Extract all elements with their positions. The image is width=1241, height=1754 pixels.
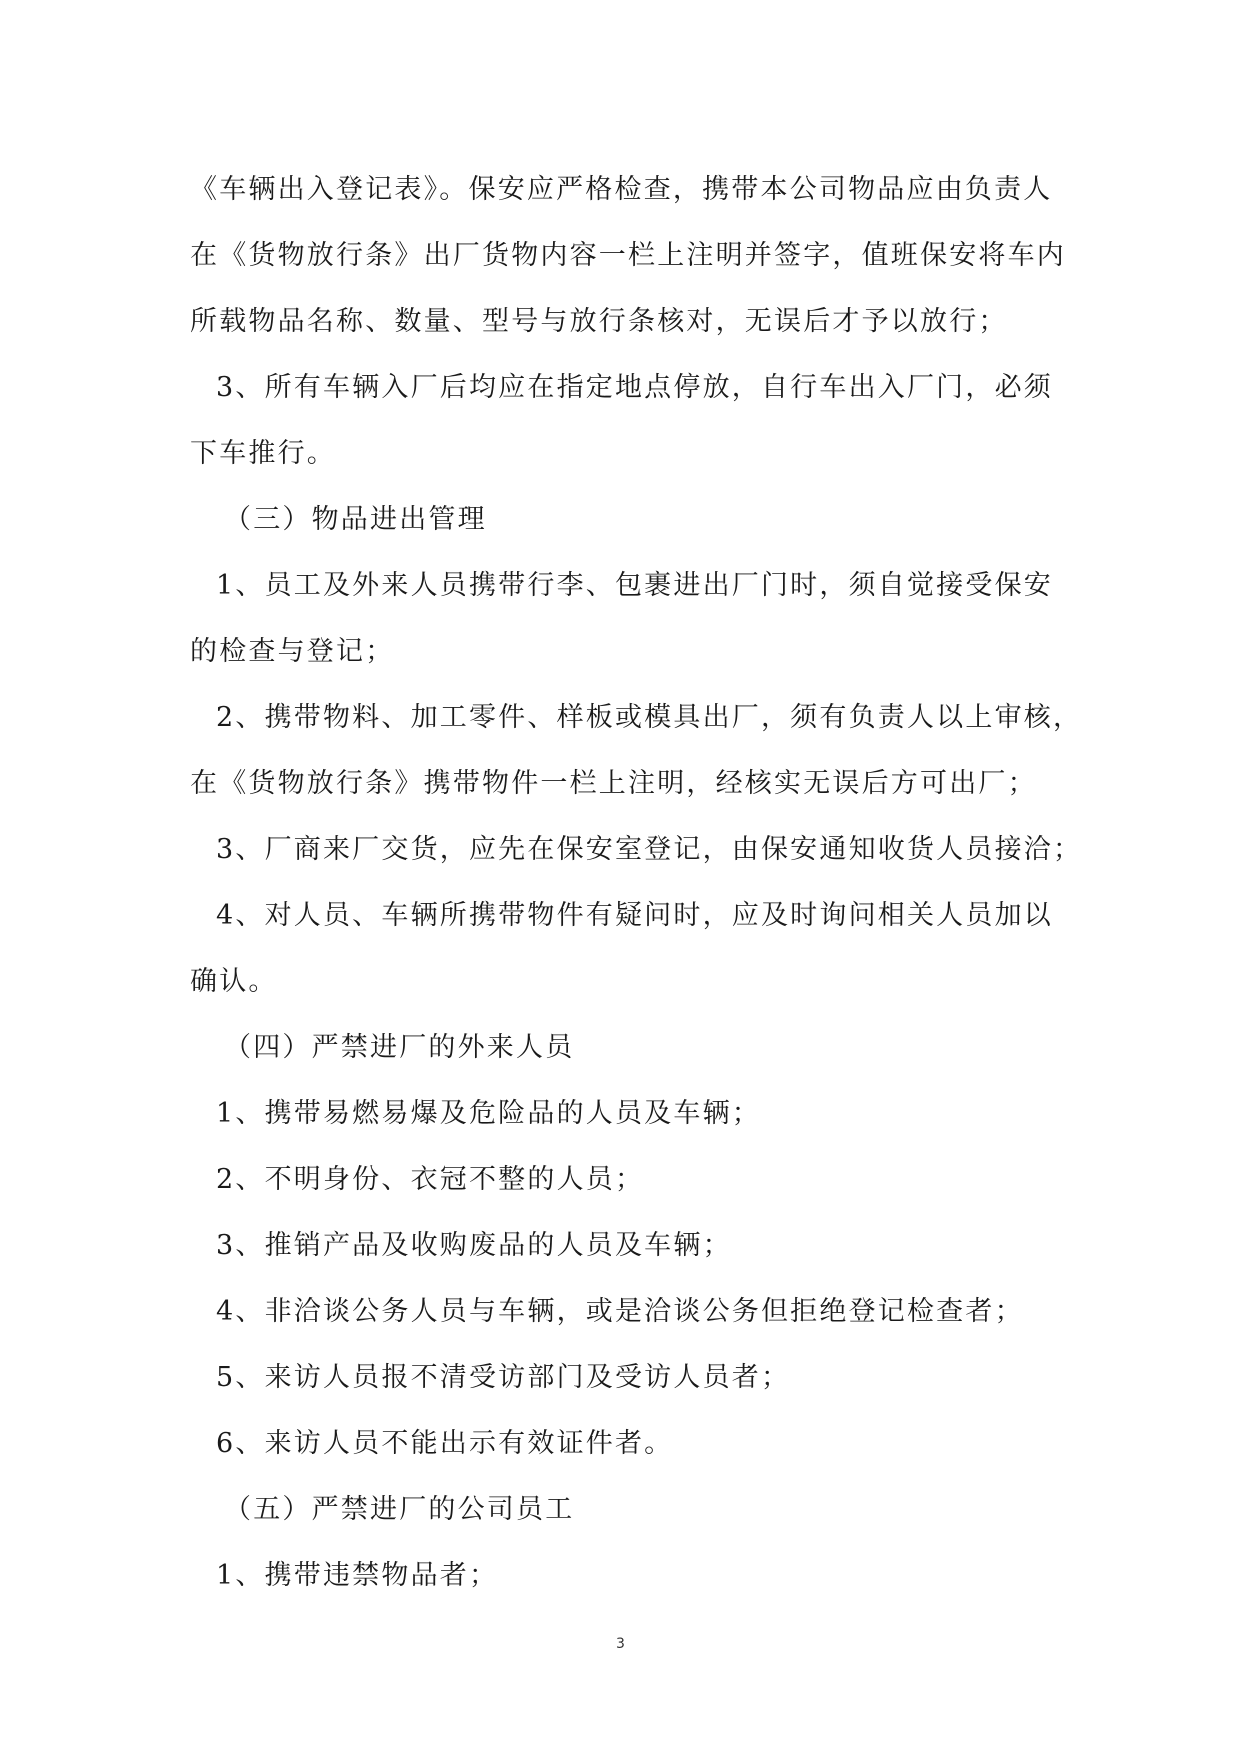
- page-number: 3: [616, 1636, 625, 1652]
- list-item: 5、来访人员报不清受访部门及受访人员者；: [216, 1362, 791, 1393]
- list-item: 1、员工及外来人员携带行李、包裹进出厂门时，须自觉接受保安: [216, 570, 1053, 601]
- section-heading: （四）严禁进厂的外来人员: [224, 1032, 575, 1063]
- list-item: 3、厂商来厂交货，应先在保安室登记，由保安通知收货人员接洽；: [216, 834, 1083, 865]
- section-heading: （五）严禁进厂的公司员工: [224, 1494, 575, 1525]
- text-line: 确认。: [190, 966, 278, 997]
- list-item: 3、所有车辆入厂后均应在指定地点停放，自行车出入厂门，必须: [216, 372, 1053, 403]
- list-item: 2、不明身份、衣冠不整的人员；: [216, 1164, 645, 1195]
- text-line: 《车辆出入登记表》。保安应严格检查，携带本公司物品应由负责人: [190, 174, 1053, 205]
- text-line: 在《货物放行条》出厂货物内容一栏上注明并签字，值班保安将车内: [190, 240, 1066, 271]
- text-line: 的检查与登记；: [190, 636, 395, 667]
- list-item: 1、携带违禁物品者；: [216, 1560, 499, 1591]
- text-line: 下车推行。: [190, 438, 336, 469]
- text-line: 在《货物放行条》携带物件一栏上注明，经核实无误后方可出厂；: [190, 768, 1037, 799]
- list-item: 6、来访人员不能出示有效证件者。: [216, 1428, 674, 1459]
- text-line: 所载物品名称、数量、型号与放行条核对，无误后才予以放行；: [190, 306, 1008, 337]
- list-item: 4、对人员、车辆所携带物件有疑问时，应及时询问相关人员加以: [216, 900, 1053, 931]
- list-item: 2、携带物料、加工零件、样板或模具出厂，须有负责人以上审核，: [216, 702, 1083, 733]
- list-item: 3、推销产品及收购废品的人员及车辆；: [216, 1230, 732, 1261]
- list-item: 1、携带易燃易爆及危险品的人员及车辆；: [216, 1098, 761, 1129]
- list-item: 4、非洽谈公务人员与车辆，或是洽谈公务但拒绝登记检查者；: [216, 1296, 1024, 1327]
- document-body: [190, 157, 1083, 1609]
- section-heading: （三）物品进出管理: [224, 504, 487, 535]
